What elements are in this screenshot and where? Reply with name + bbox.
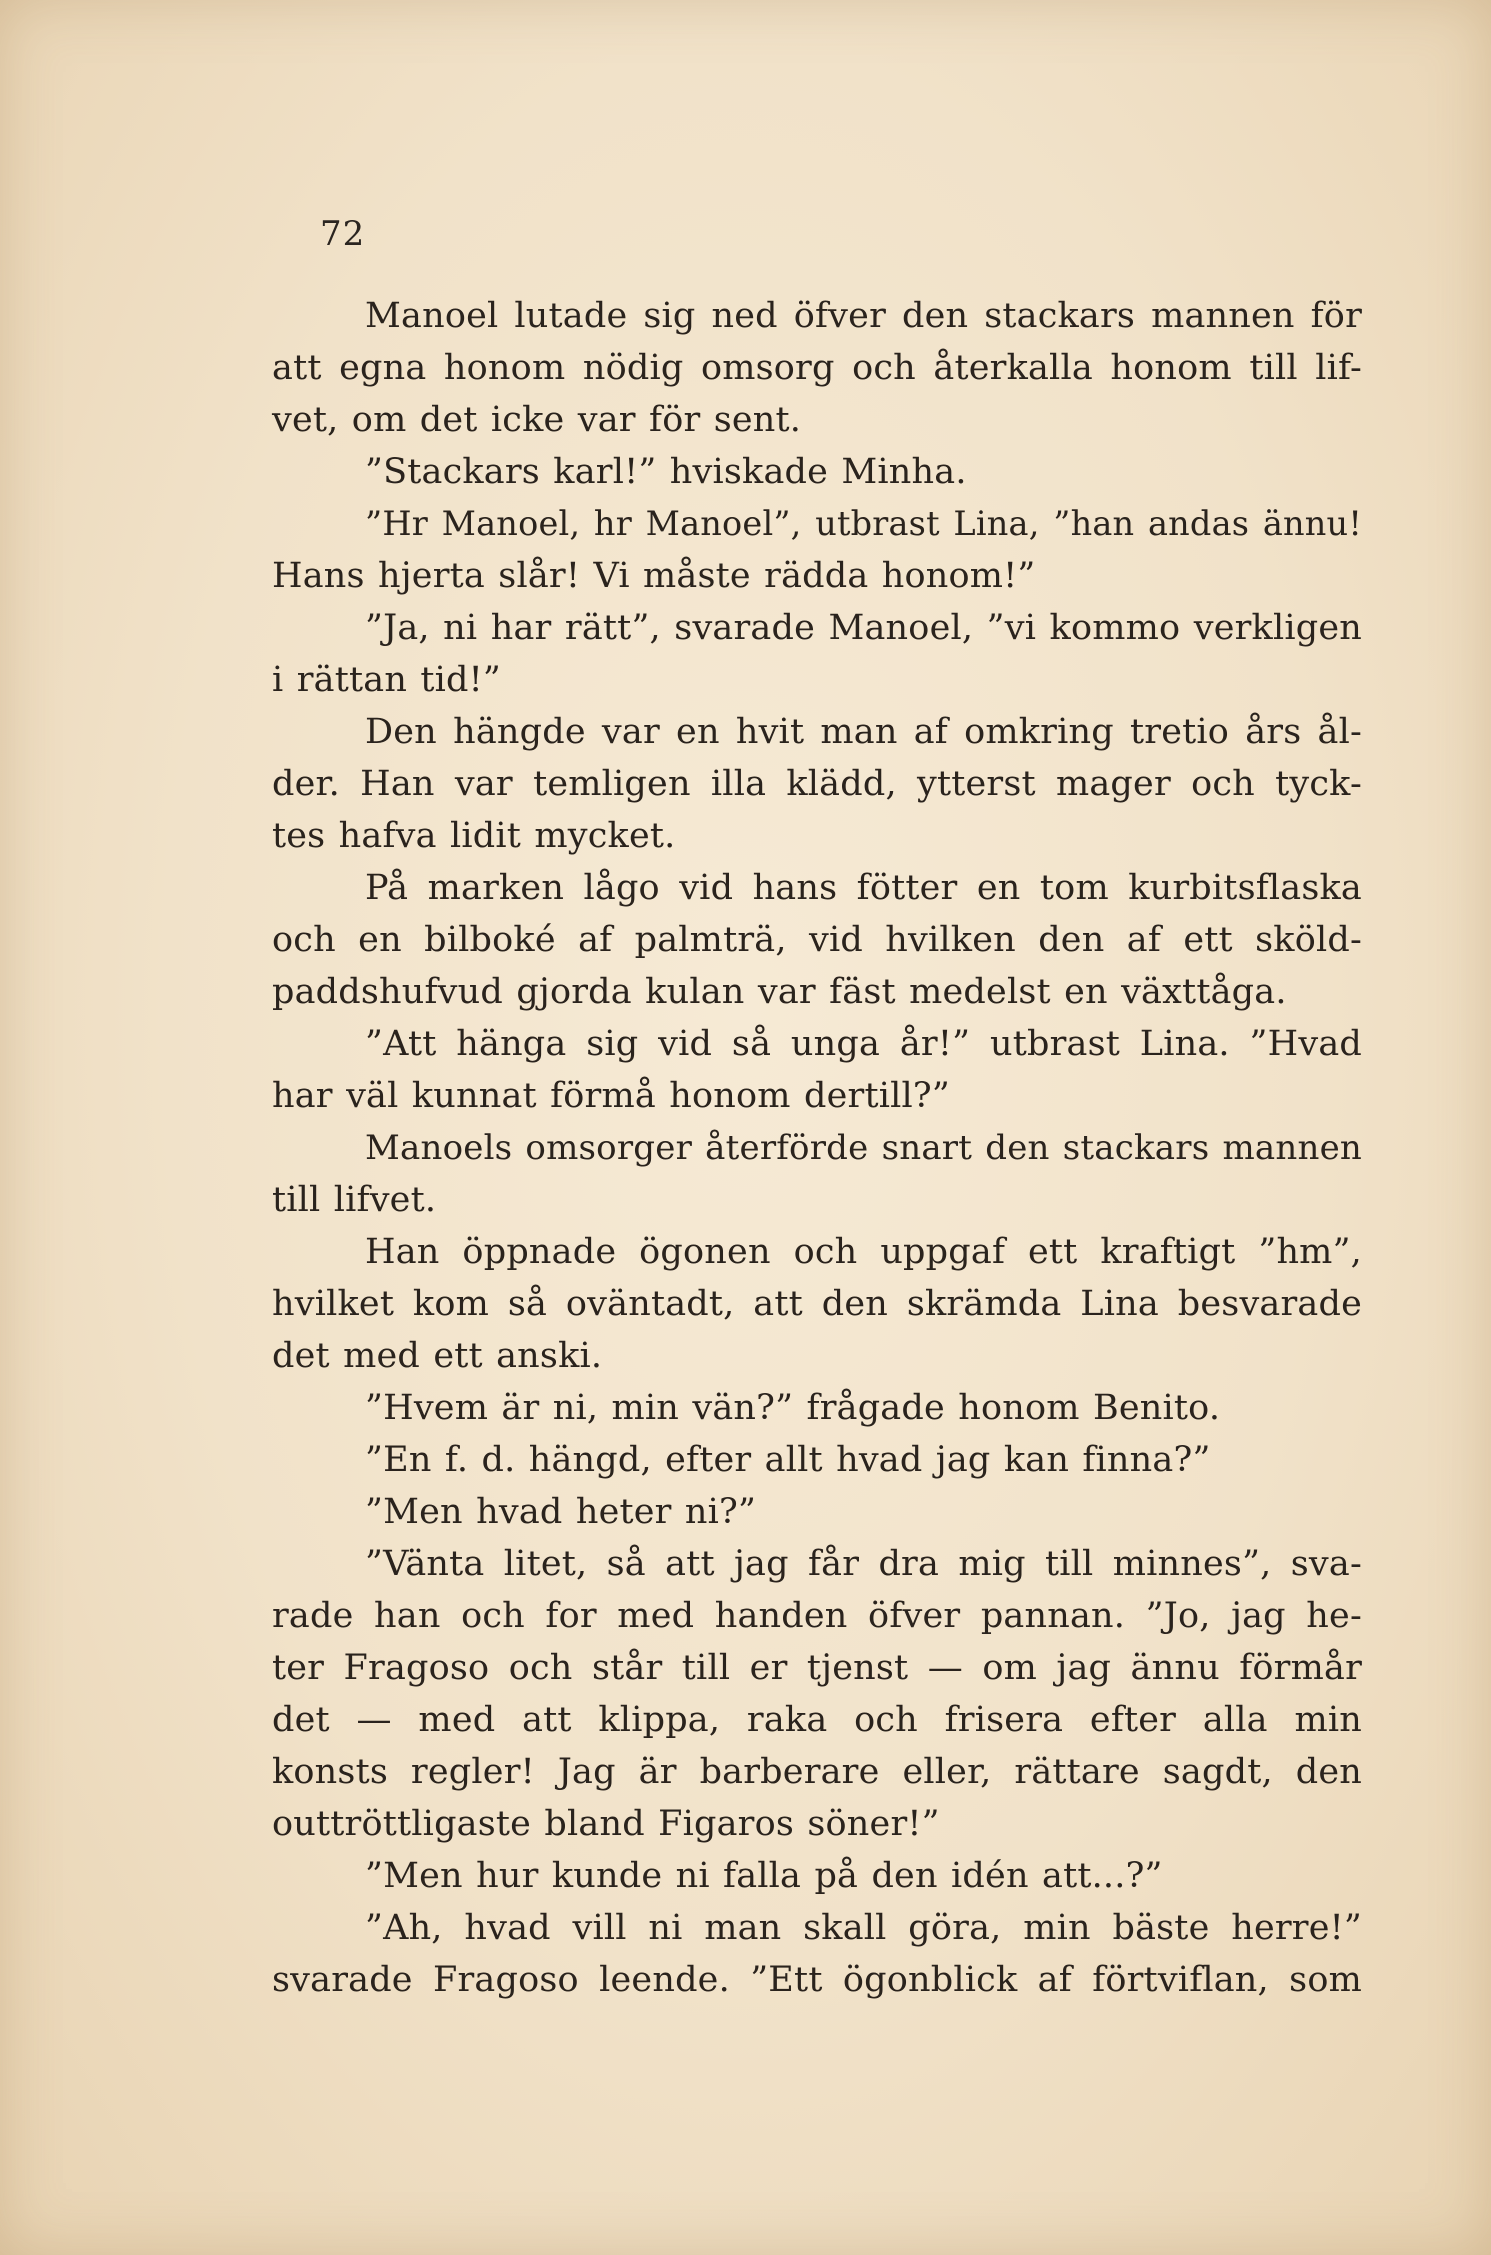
text-line: ”Vänta litet, så att jag får dra mig till minnes”, sva- <box>365 1544 1362 1584</box>
text-line: På marken lågo vid hans fötter en tom kurbitsflaska <box>365 868 1362 908</box>
text-line: Manoel lutade sig ned öfver den stackars mannen för <box>365 296 1362 336</box>
text-line: vet, om det icke var för sent. <box>272 400 802 440</box>
text-line: ”Hr Manoel, hr Manoel”, utbrast Lina, ”han andas ännu! <box>365 504 1362 543</box>
text-line: konsts regler! Jag är barberare eller, rättare sagdt, den <box>272 1752 1362 1792</box>
text-line: outtröttligaste bland Figaros söner!” <box>272 1804 940 1844</box>
text-line: att egna honom nödig omsorg och återkalla honom till lif- <box>272 348 1362 388</box>
text-line: rade han och for med handen öfver pannan. ”Jo, jag he- <box>272 1596 1362 1636</box>
text-line: Manoels omsorger återförde snart den stackars mannen <box>365 1128 1362 1168</box>
text-line: i rättan tid!” <box>272 660 502 700</box>
text-line: tes hafva lidit mycket. <box>272 816 676 856</box>
text-line: Den hängde var en hvit man af omkring tretio års ål- <box>365 712 1362 752</box>
text-line: och en bilboké af palmträ, vid hvilken den af ett sköld- <box>272 920 1362 960</box>
text-line: ”Men hvad heter ni?” <box>365 1492 757 1532</box>
text-line: till lifvet. <box>272 1180 437 1220</box>
text-line: det — med att klippa, raka och frisera efter alla min <box>272 1700 1362 1740</box>
text-line: har väl kunnat förmå honom dertill?” <box>272 1076 950 1116</box>
text-line: Han öppnade ögonen och uppgaf ett kraftigt ”hm”, <box>365 1232 1362 1272</box>
text-line: ”Att hänga sig vid så unga år!” utbrast Lina. ”Hvad <box>365 1024 1362 1064</box>
text-line: ”En f. d. hängd, efter allt hvad jag kan finna?” <box>365 1440 1211 1480</box>
text-line: der. Han var temligen illa klädd, ytterst mager och tyck- <box>272 764 1362 804</box>
text-line: paddshufvud gjorda kulan var fäst medelst en växttåga. <box>272 972 1287 1012</box>
text-line: ”Hvem är ni, min vän?” frågade honom Benito. <box>365 1388 1221 1428</box>
text-line: ter Fragoso och står till er tjenst — om jag ännu förmår <box>272 1648 1362 1688</box>
page-number: 72 <box>320 214 366 254</box>
text-line: ”Stackars karl!” hviskade Minha. <box>365 452 967 492</box>
text-line: ”Ja, ni har rätt”, svarade Manoel, ”vi kommo verkligen <box>365 608 1362 648</box>
text-line: ”Ah, hvad vill ni man skall göra, min bäste herre!” <box>365 1908 1362 1948</box>
text-line: det med ett anski. <box>272 1336 603 1376</box>
text-line: Hans hjerta slår! Vi måste rädda honom!” <box>272 556 1036 596</box>
text-line: ”Men hur kunde ni falla på den idén att...?” <box>365 1856 1163 1896</box>
text-line: hvilket kom så oväntadt, att den skrämda Lina besvarade <box>272 1284 1362 1324</box>
body-text <box>272 290 1362 2006</box>
text-line: svarade Fragoso leende. ”Ett ögonblick af förtviflan, som <box>272 1960 1362 2000</box>
